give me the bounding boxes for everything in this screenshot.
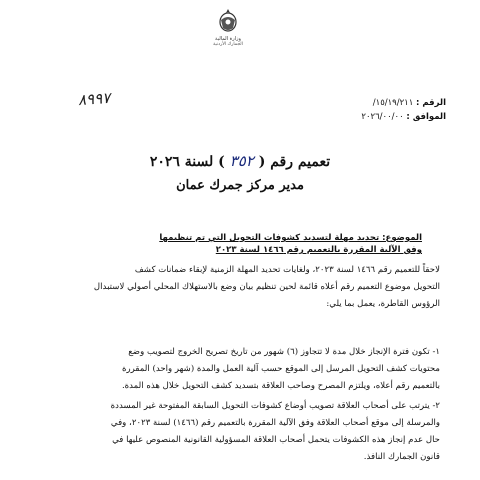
handwritten-number: ٨٩٩٧ [77,88,111,110]
body-line: ٢- يترتب على أصحاب العلاقة تصويب أوضاع كشوفات التحويل السابقة المفتوحة غير المسددة [110,401,440,411]
circular-title [0,152,480,170]
title-suffix: ) لسنة ٢٠٢٦ [149,154,225,170]
body-line: قانون الجمارك النافذ. [363,452,440,462]
subject-block [159,232,422,256]
department-name: الجمارك الأردنية [213,42,243,47]
reference-number-line [373,98,446,108]
subject-label: الموضوع [385,233,422,243]
letterhead-text [200,36,256,48]
body-line: لاحقاً للتعميم رقم ١٤٦٦ لسنة ٢٠٢٣، ولغايات تحديد المهلة الزمنية لإبقاء ضمانات كشف [134,265,440,275]
title-prefix: تعميم رقم ( [258,154,331,170]
body-line: الرؤوس القاطرة، يعمل بما يلي: [326,299,440,309]
ministry-name: وزارة المالية [215,36,241,42]
reference-number-value: ١٥/١٩/٢١١/ [372,98,414,108]
body-line: بالتعميم رقم أعلاه، ويلتزم المصرح وصاحب العلاقة بتسديد كشف التحويل خلال هذه المدة. [121,381,440,391]
body-line: محتويات كشف التحويل المرسل إلى الموقع حسب آلية العمل والمدة (شهر واحد) المقررة [122,364,440,374]
body-line: والمرسلة إلى موقع أصحاب العلاقة وفق الآلية المقررة بالتعميم رقم (١٤٦٦) لسنة ٢٠٢٣، وفي [110,418,440,428]
addressee: مدير مركز جمرك عمان [176,178,304,193]
subject-line-1: : تحديد مهلة لتسديد كشوفات التحويل التي تم تنظيمها [159,233,386,243]
body-line: ١- تكون فترة الإنجاز خلال مدة لا تتجاوز (٦) شهور من تاريخ تصريح الخروج لتصويب وضع [128,347,440,357]
coat-of-arms-icon [216,8,240,34]
body-line: التحويل موضوع التعميم رقم أعلاه قائمة لحين تنظيم بيان وضع بالاستهلاك المحلي أصولي لاستبدال [93,282,440,292]
circular-number: ٣٥٢ [229,152,254,170]
body-line: حال عدم إنجاز هذه الكشوفات يتحمل أصحاب العلاقة المسؤولية القانونية المنصوص عليها في [112,435,440,445]
body-paragraph-3 [111,398,440,466]
reference-date-value: ٢٠٢٦/٠٠/٠٠ [361,112,404,122]
reference-date-line [361,112,446,122]
reference-date-label: الموافق : [406,112,446,122]
subject-line-2: وفق الآلية المقررة بالتعميم رقم ١٤٦٦ لسنة ٢٠٢٣ [215,245,422,255]
reference-number-label: الرقم : [416,98,446,108]
body-paragraph-2 [122,344,440,395]
body-paragraph-1 [94,262,440,313]
